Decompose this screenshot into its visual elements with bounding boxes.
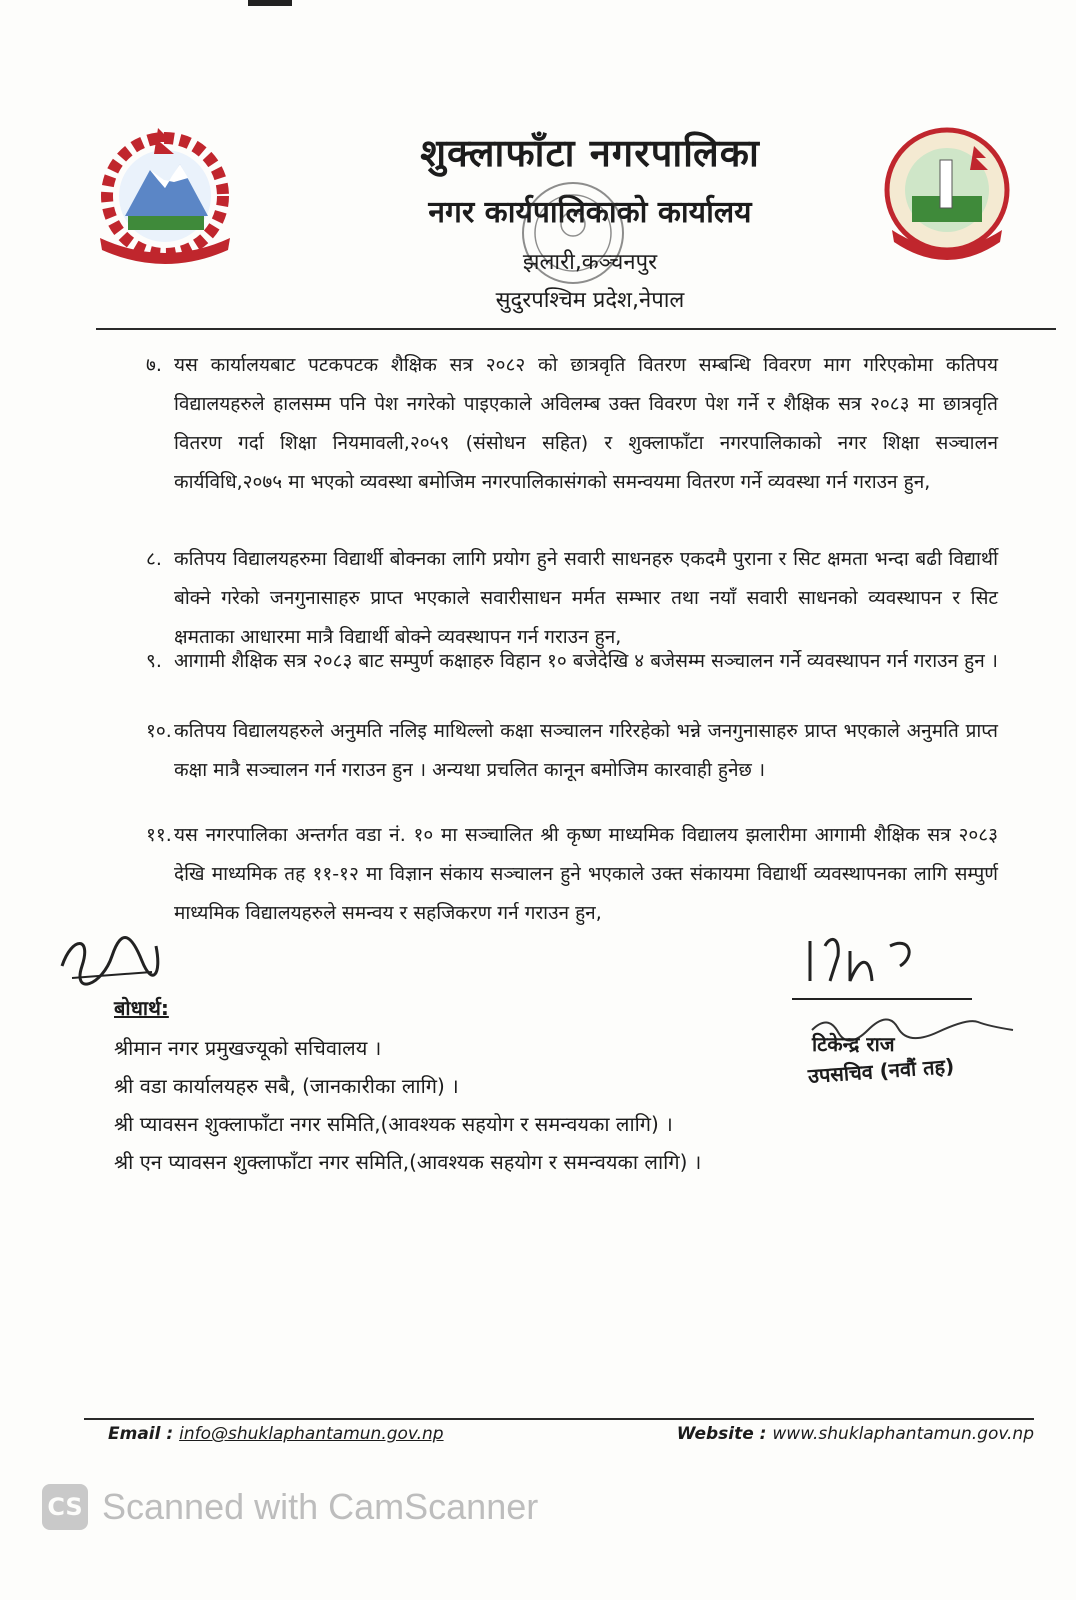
paragraph-number: ९. — [146, 650, 162, 672]
top-edge-mark — [248, 0, 292, 6]
email-label: Email : — [108, 1424, 174, 1444]
cc-heading: बोधार्थ: — [114, 996, 169, 1020]
paragraph-10 — [146, 712, 998, 790]
signature-line — [792, 998, 972, 1000]
paragraph-text: यस नगरपालिका अन्तर्गत वडा नं. १० मा सञ्चालित श्री कृष्ण माध्यमिक विद्यालय झलारीमा आगामी शैक्षिक सत्र २०८३ देखि माध्यमिक तह ११-१२ मा विज्ञान संकाय सञ्चालन हुने भएकाले उक्त संकायमा विद्यार्थी व्यवस्थापनका लागि सम्पुर्ण माध्यमिक विद्यालयहरुले समन्वय र सहजिकरण गर्न गराउन हुन, — [174, 824, 998, 924]
office-province: सुदुरपश्चिम प्रदेश,नेपाल — [495, 288, 685, 313]
paragraph-number: ७. — [146, 354, 162, 376]
paragraph-text: आगामी शैक्षिक सत्र २०८३ बाट सम्पुर्ण कक्षाहरु विहान १० बजेदेखि ४ बजेसम्म सञ्चालन गर्ने व्यवस्थापन गर्न गराउन हुन । — [174, 650, 998, 672]
cc-item: श्री प्यावसन शुक्लाफाँटा नगर समिति,(आवश्यक सहयोग र समन्वयका लागि) । — [114, 1112, 673, 1136]
cc-item: श्री वडा कार्यालयहरु सबै, (जानकारीका लागि) । — [114, 1074, 459, 1098]
footer-divider — [84, 1418, 1034, 1420]
paragraph-7 — [146, 346, 998, 502]
municipality-name: शुक्लाफाँटा नगरपालिका — [420, 131, 760, 175]
footer-email — [108, 1424, 444, 1444]
camscanner-label: Scanned with CamScanner — [102, 1486, 539, 1527]
header-divider — [96, 328, 1056, 330]
paragraph-8 — [146, 540, 998, 657]
website-link[interactable]: www.shuklaphantamun.gov.np — [772, 1424, 1034, 1444]
municipality-logo-icon — [882, 118, 1012, 268]
initial-signature-icon — [52, 926, 172, 996]
camscanner-watermark — [42, 1482, 538, 1532]
website-label: Website : — [676, 1424, 767, 1444]
camscanner-logo-icon: CS — [42, 1484, 88, 1530]
cc-item: श्रीमान नगर प्रमुखज्यूको सचिवालय । — [114, 1036, 382, 1060]
email-link[interactable]: info@shuklaphantamun.gov.np — [179, 1424, 444, 1444]
office-name: नगर कार्यपालिकाको कार्यालय — [428, 195, 752, 230]
signatory-signature-icon — [800, 926, 930, 996]
paragraph-text: कतिपय विद्यालयहरुले अनुमति नलिइ माथिल्लो कक्षा सञ्चालन गरिरहेको भन्ने जनगुनासाहरु प्राप्त भएकाले अनुमति प्राप्त कक्षा मात्रै सञ्चालन गर्न गराउन हुन । अन्यथा प्रचलित कानून बमोजिम कारवाही हुनेछ । — [174, 720, 998, 781]
paragraph-11 — [146, 816, 998, 933]
footer-website — [677, 1424, 1034, 1444]
office-location: झलारी,कञ्चनपुर — [522, 250, 658, 275]
signatory-name: टिकेन्द्र राज — [812, 1032, 895, 1056]
paragraph-text: कतिपय विद्यालयहरुमा विद्यार्थी बोक्नका लागि प्रयोग हुने सवारी साधनहरु एकदमै पुराना र सिट क्षमता भन्दा बढी विद्यार्थी बोक्ने गरेको जनगुनासाहरु प्राप्त भएकाले सवारीसाधन मर्मत सम्भार तथा नयाँ सवारी साधनको व्यवस्थापन र सिट क्षमताका आधारमा मात्रै विद्यार्थी बोक्ने व्यवस्थापन गर्न गराउन हुन, — [174, 548, 998, 648]
paragraph-number: १०. — [146, 720, 172, 742]
nepal-emblem-icon — [80, 118, 250, 268]
paragraph-9 — [146, 642, 998, 681]
paragraph-number: ८. — [146, 548, 162, 570]
signatory-title: उपसचिव (नवौं तह) — [807, 1053, 955, 1088]
paragraph-text: यस कार्यालयबाट पटकपटक शैक्षिक सत्र २०८२ को छात्रवृति वितरण सम्बन्धि विवरण माग गरिएकोमा कतिपय विद्यालयहरुले हालसम्म पनि पेश नगरेको पाइएकाले अविलम्ब उक्त विवरण पेश गर्ने र शैक्षिक सत्र २०८३ मा छात्रवृति वितरण गर्दा शिक्षा नियमावली,२०५९ (संसोधन सहित) र शुक्लाफाँटा नगरपालिकाको नगर शिक्षा सञ्चालन कार्यविधि,२०७५ मा भएको व्यवस्था बमोजिम नगरपालिकासंगको समन्वयमा वितरण गर्ने व्यवस्था गर्न गराउन हुन, — [174, 354, 998, 493]
paragraph-number: ११. — [146, 824, 172, 846]
cc-item: श्री एन प्यावसन शुक्लाफाँटा नगर समिति,(आवश्यक सहयोग र समन्वयका लागि) । — [114, 1150, 702, 1174]
